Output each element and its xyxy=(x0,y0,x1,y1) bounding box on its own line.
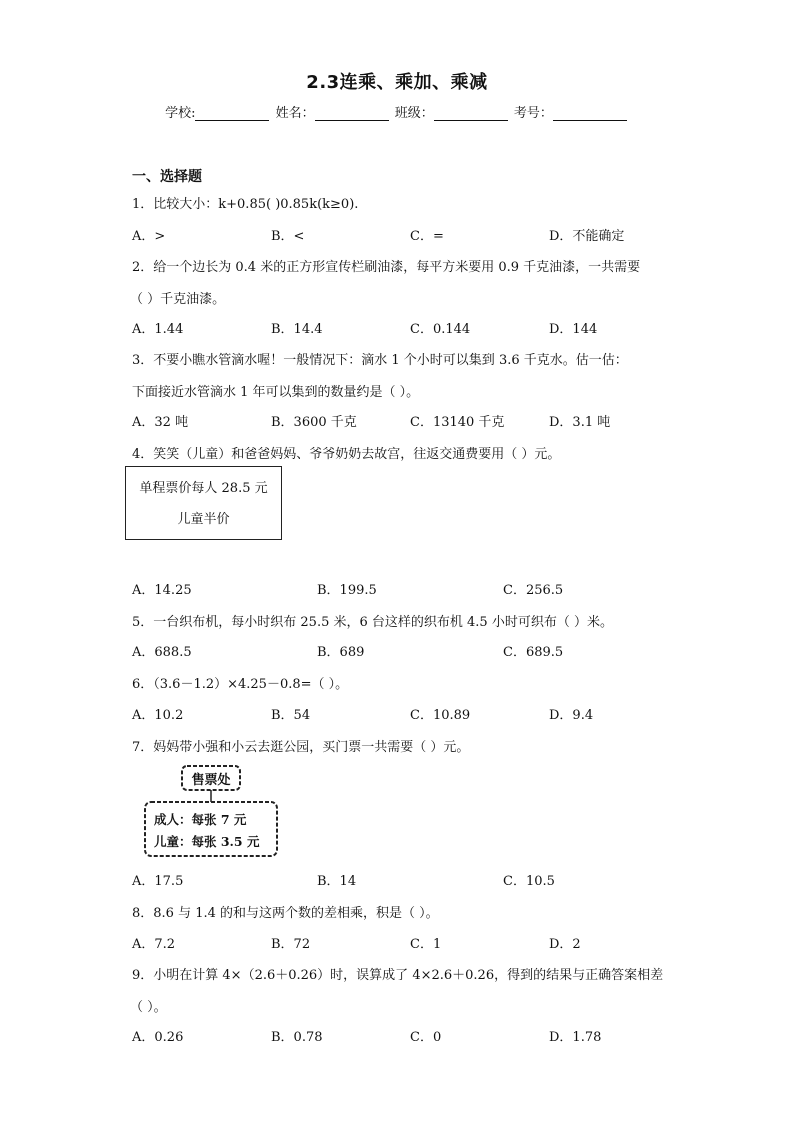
q3-option-d[interactable]: D．3.1 吨 xyxy=(549,415,611,430)
q2-option-c[interactable]: C．0.144 xyxy=(410,322,471,337)
question-9-stem-line1: 9．小明在计算 4×（2.6＋0.26）时，误算成了 4×2.6＋0.26，得到的结果与正确答案相差 xyxy=(132,968,664,983)
q6-option-a[interactable]: A．10.2 xyxy=(132,708,184,723)
adult-price-text: 成人：每张 7 元 xyxy=(154,812,247,827)
name-blank[interactable] xyxy=(315,106,389,121)
child-discount-line: 儿童半价 xyxy=(177,512,230,527)
q8-option-a[interactable]: A．7.2 xyxy=(132,937,176,952)
q9-option-c[interactable]: C．0 xyxy=(410,1030,442,1045)
q6-option-d[interactable]: D．9.4 xyxy=(549,708,594,723)
q1-option-b[interactable]: B．< xyxy=(271,229,305,244)
student-info-line xyxy=(0,102,794,121)
name-label: 姓名： xyxy=(275,106,315,121)
q3-option-b[interactable]: B．3600 千克 xyxy=(271,415,357,430)
q7-option-a[interactable]: A．17.5 xyxy=(132,874,184,889)
ticket-price-line: 单程票价每人 28.5 元 xyxy=(139,481,268,496)
question-6-stem: 6．（3.6－1.2）×4.25－0.8=（ ）。 xyxy=(132,677,349,692)
question-4-stem: 4．笑笑（儿童）和爸爸妈妈、爷爷奶奶去故宫，往返交通费要用（ ）元。 xyxy=(132,447,561,462)
question-2-stem-line2: （ ）千克油漆。 xyxy=(130,292,226,307)
q1-option-d[interactable]: D．不能确定 xyxy=(549,229,625,244)
question-3-stem-line2: 下面接近水管滴水 1 年可以集到的数量约是（ ）。 xyxy=(132,385,420,400)
q2-option-b[interactable]: B．14.4 xyxy=(271,322,323,337)
section-heading: 一、选择题 xyxy=(132,169,202,185)
q5-option-b[interactable]: B．689 xyxy=(317,645,365,660)
question-7-stem: 7．妈妈带小强和小云去逛公园，买门票一共需要（ ）元。 xyxy=(132,740,470,755)
q4-option-b[interactable]: B．199.5 xyxy=(317,583,377,598)
ticket-price-box xyxy=(125,466,282,540)
question-3-stem-line1: 3．不要小瞧水管滴水喔！一般情况下：滴水 1 个小时可以集到 3.6 千克水。估一估： xyxy=(132,353,628,368)
question-1-stem: 1．比较大小：k+0.85( )0.85k(k≥0). xyxy=(132,197,359,212)
q5-option-c[interactable]: C．689.5 xyxy=(503,645,564,660)
q9-option-b[interactable]: B．0.78 xyxy=(271,1030,323,1045)
exam-number-label: 考号： xyxy=(513,106,553,121)
ticket-office-header: 售票处 xyxy=(191,773,231,788)
exam-number-blank[interactable] xyxy=(553,106,627,121)
q8-option-c[interactable]: C．1 xyxy=(410,937,442,952)
question-9-stem-line2: （ ）。 xyxy=(130,1000,167,1015)
ticket-office-sign xyxy=(142,764,282,860)
child-price-text: 儿童：每张 3.5 元 xyxy=(154,834,260,849)
q6-option-b[interactable]: B．54 xyxy=(271,708,311,723)
q1-option-c[interactable]: C．= xyxy=(410,229,444,244)
q3-option-c[interactable]: C．13140 千克 xyxy=(410,415,505,430)
school-blank[interactable] xyxy=(195,106,269,121)
class-label: 班级： xyxy=(394,106,434,121)
q3-option-a[interactable]: A．32 吨 xyxy=(132,415,189,430)
q4-option-a[interactable]: A．14.25 xyxy=(132,583,192,598)
q5-option-a[interactable]: A．688.5 xyxy=(132,645,192,660)
q7-option-b[interactable]: B．14 xyxy=(317,874,357,889)
q8-option-b[interactable]: B．72 xyxy=(271,937,311,952)
class-blank[interactable] xyxy=(434,106,508,121)
q8-option-d[interactable]: D．2 xyxy=(549,937,581,952)
q9-option-a[interactable]: A．0.26 xyxy=(132,1030,184,1045)
q2-option-a[interactable]: A．1.44 xyxy=(132,322,184,337)
question-2-stem-line1: 2．给一个边长为 0.4 米的正方形宣传栏刷油漆，每平方米要用 0.9 千克油漆，一共需要 xyxy=(132,260,641,275)
question-5-stem: 5．一台织布机，每小时织布 25.5 米，6 台这样的织布机 4.5 小时可织布（ ）米。 xyxy=(132,615,613,630)
school-label: 学校: xyxy=(165,106,196,121)
page-title: 2.3连乘、乘加、乘减 xyxy=(306,72,488,93)
q1-option-a[interactable]: A．> xyxy=(132,229,166,244)
q9-option-d[interactable]: D．1.78 xyxy=(549,1030,602,1045)
q4-option-c[interactable]: C．256.5 xyxy=(503,583,564,598)
question-8-stem: 8．8.6 与 1.4 的和与这两个数的差相乘，积是（ ）。 xyxy=(132,906,439,921)
q2-option-d[interactable]: D．144 xyxy=(549,322,598,337)
q6-option-c[interactable]: C．10.89 xyxy=(410,708,471,723)
q7-option-c[interactable]: C．10.5 xyxy=(503,874,555,889)
